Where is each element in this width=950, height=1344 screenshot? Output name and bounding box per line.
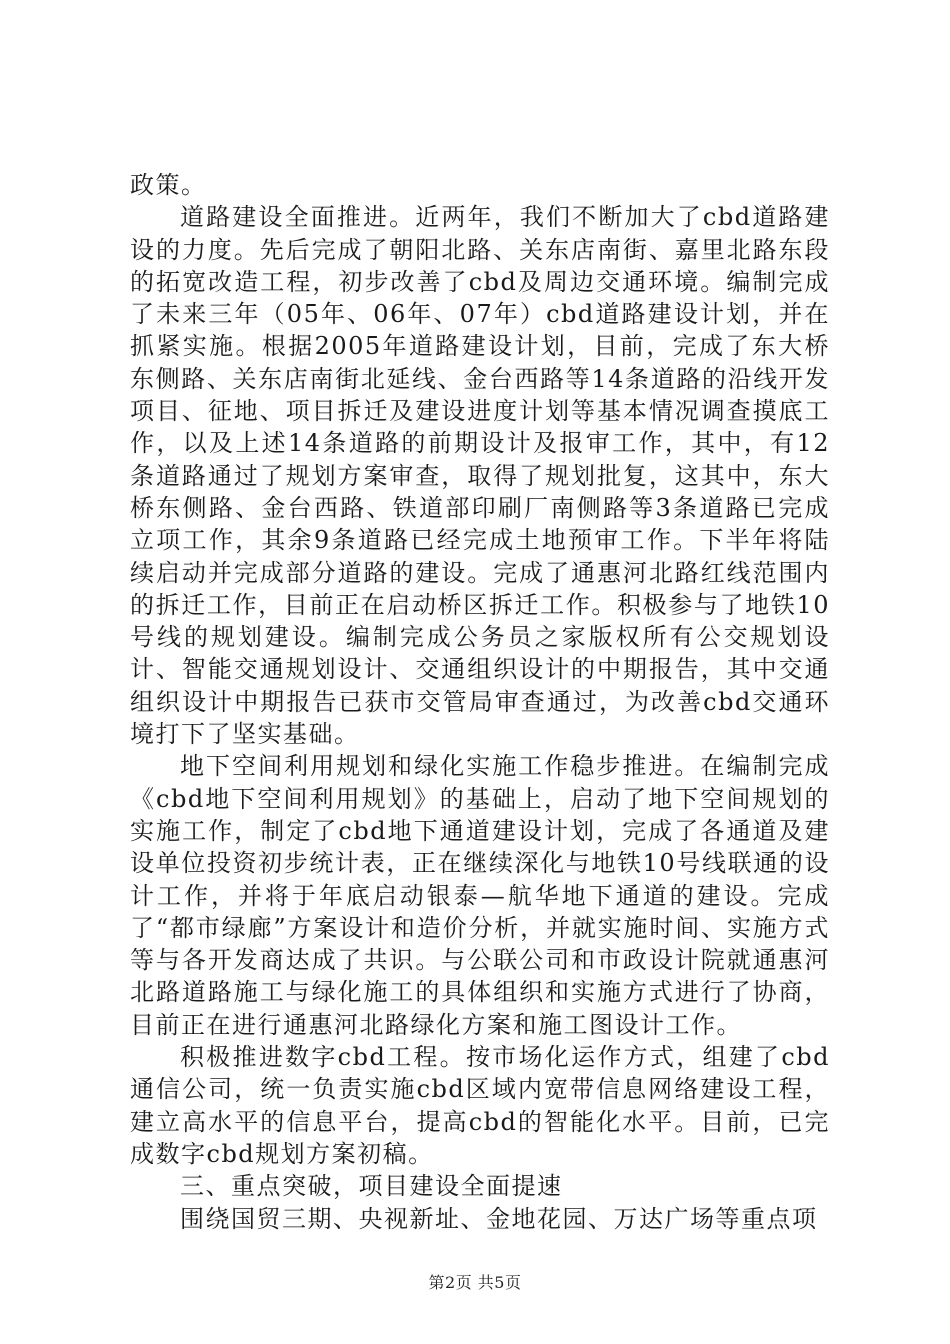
paragraph-road-construction: 道路建设全面推进。近两年，我们不断加大了cbd道路建设的力度。先后完成了朝阳北路、关东店南街、嘉里北路东段的拓宽改造工程，初步改善了cbd及周边交通环境。编制完成了未来三年（05年、06年、07年）cbd道路建设计划，并在抓紧实施。根据2005年道路建设计划，目前，完成了东大桥东侧路、关东店南街北延线、金台西路等14条道路的沿线开发项目、征地、项目拆迁及建设进度计划等基本情况调查摸底工作，以及上述14条道路的前期设计及报审工作，其中，有12条道路通过了规划方案审查，取得了规划批复，这其中，东大桥东侧路、金台西路、铁道部印刷厂南侧路等3条道路已完成立项工作，其余9条道路已经完成土地预审工作。下半年将陆续启动并完成部分道路的建设。完成了通惠河北路红线范围内的拆迁工作，目前正在启动桥区拆迁工作。积极参与了地铁10号线的规划建设。编制完成公务员之家版权所有公交规划设计、智能交通规划设计、交通组织设计的中期报告，其中交通组织设计中期报告已获市交管局审查通过，为改善cbd交通环境打下了坚实基础。 bbox=[130, 203, 830, 749]
paragraph-digital-cbd: 积极推进数字cbd工程。按市场化运作方式，组建了cbd通信公司，统一负责实施cbd区域内宽带信息网络建设工程，建立高水平的信息平台，提高cbd的智能化水平。目前，已完成数字cbd规划方案初稿。 bbox=[130, 1043, 830, 1168]
paragraph-continuation: 政策。 bbox=[130, 171, 207, 199]
paragraph-underground-space: 地下空间利用规划和绿化实施工作稳步推进。在编制完成《cbd地下空间利用规划》的基础上，启动了地下空间规划的实施工作，制定了cbd地下通道建设计划，完成了各通道及建设单位投资初步统计表，正在继续深化与地铁10号线联通的设计工作，并将于年底启动银泰—航华地下通道的建设。完成了“都市绿廊”方案设计和造价分析，并就实施时间、实施方式等与各开发商达成了共识。与公联公司和市政设计院就通惠河北路道路施工与绿化施工的具体组织和实施方式进行了协商，目前正在进行通惠河北路绿化方案和施工图设计工作。 bbox=[130, 752, 830, 1039]
document-body bbox=[130, 169, 830, 1235]
paragraph-key-projects: 围绕国贸三期、央视新址、金地花园、万达广场等重点项 bbox=[180, 1204, 818, 1233]
section-heading: 三、重点突破，项目建设全面提速 bbox=[180, 1172, 563, 1201]
page-number-footer: 第2页 共5页 bbox=[428, 1273, 522, 1292]
